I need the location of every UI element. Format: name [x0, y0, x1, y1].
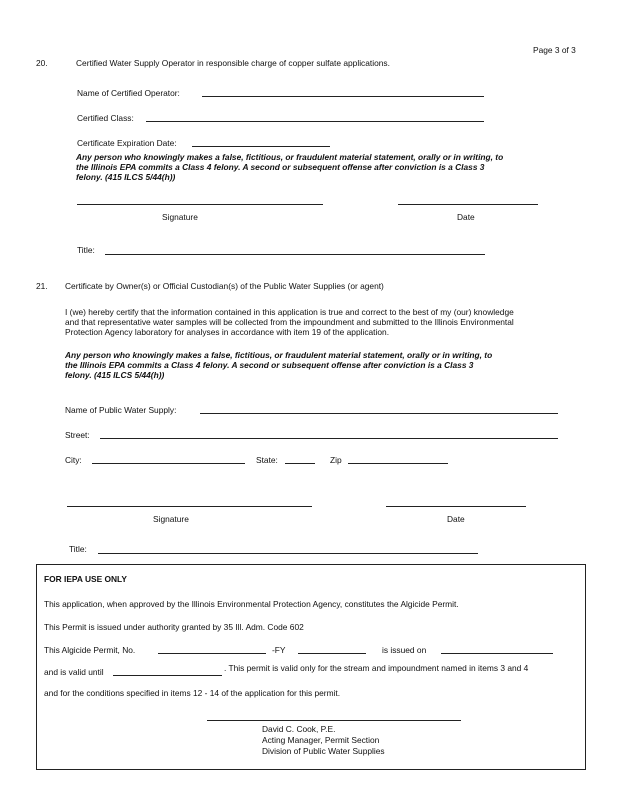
item-21-cert-line-2: and that representative water samples will be collected from the impoundment and submitted to the Illinois Environmental [65, 317, 514, 327]
item-20-heading: Certified Water Supply Operator in responsible charge of copper sulfate applications. [76, 58, 390, 68]
item-21-cert-line-1: I (we) hereby certify that the information contained in this application is true and correct to the best of my (our) knowledge [65, 307, 514, 317]
state-label: State: [256, 455, 278, 465]
operator-signature-field[interactable] [77, 204, 323, 205]
owner-title-field[interactable] [98, 553, 478, 554]
operator-title-label: Title: [77, 245, 95, 255]
pws-name-field[interactable] [200, 413, 558, 414]
operator-title-field[interactable] [105, 254, 485, 255]
conditions-text: and for the conditions specified in items 12 - 14 of the application for this permit. [44, 688, 341, 698]
item-21-warning-line-2: the Illinois EPA commits a Class 4 felony. A second or subsequent offense after conviction is a Class 3 [65, 360, 474, 370]
operator-date-field[interactable] [398, 204, 538, 205]
owner-signature-field[interactable] [67, 506, 312, 507]
item-21-warning-line-3: felony. (415 ILCS 5/44(h)) [65, 370, 165, 380]
operator-date-label: Date [457, 212, 475, 222]
fy-label: -FY [272, 645, 286, 655]
permit-number-field[interactable] [158, 653, 266, 654]
owner-signature-label: Signature [153, 514, 189, 524]
expiration-date-field[interactable] [192, 146, 330, 147]
state-field[interactable] [285, 463, 315, 464]
item-21-warning-line-1: Any person who knowingly makes a false, fictitious, or fraudulent material statement, orally or in writing, to [65, 350, 493, 360]
iepa-approval-text: This application, when approved by the Illinois Environmental Protection Agency, constitutes the Algicide Permit. [44, 599, 459, 609]
street-field[interactable] [100, 438, 558, 439]
certified-class-field[interactable] [146, 121, 484, 122]
permit-number-label: This Algicide Permit, No. [44, 645, 136, 655]
valid-until-label: and is valid until [44, 667, 104, 677]
item-20-number: 20. [36, 58, 48, 68]
owner-title-label: Title: [69, 544, 87, 554]
item-20-warning-line-1: Any person who knowingly makes a false, fictitious, or fraudulent material statement, orally or in writing, to [76, 152, 504, 162]
zip-label: Zip [330, 455, 342, 465]
iepa-authority-text: This Permit is issued under authority granted by 35 Ill. Adm. Code 602 [44, 622, 304, 632]
operator-name-field[interactable] [202, 96, 484, 97]
operator-name-label: Name of Certified Operator: [77, 88, 180, 98]
city-field[interactable] [92, 463, 245, 464]
iepa-heading: FOR IEPA USE ONLY [44, 574, 127, 584]
fy-field[interactable] [298, 653, 366, 654]
city-label: City: [65, 455, 82, 465]
zip-field[interactable] [348, 463, 448, 464]
item-20-warning-line-2: the Illinois EPA commits a Class 4 felony. A second or subsequent offense after conviction is a Class 3 [76, 162, 485, 172]
item-21-cert-line-3: Protection Agency laboratory for analyses in accordance with item 19 of the application. [65, 327, 390, 337]
page-number: Page 3 of 3 [533, 45, 576, 55]
valid-scope-text: . This permit is valid only for the stream and impoundment named in items 3 and 4 [224, 663, 529, 673]
issued-on-label: is issued on [382, 645, 427, 655]
certified-class-label: Certified Class: [77, 113, 134, 123]
owner-date-field[interactable] [386, 506, 526, 507]
signer-name: David C. Cook, P.E. [262, 724, 336, 734]
issued-on-field[interactable] [441, 653, 553, 654]
valid-until-field[interactable] [113, 675, 222, 676]
approver-signature-field[interactable] [207, 720, 461, 721]
operator-signature-label: Signature [162, 212, 198, 222]
pws-name-label: Name of Public Water Supply: [65, 405, 177, 415]
item-21-number: 21. [36, 281, 48, 291]
signer-title: Acting Manager, Permit Section [262, 735, 380, 745]
expiration-date-label: Certificate Expiration Date: [77, 138, 177, 148]
item-20-warning-line-3: felony. (415 ILCS 5/44(h)) [76, 172, 176, 182]
street-label: Street: [65, 430, 90, 440]
owner-date-label: Date [447, 514, 465, 524]
signer-division: Division of Public Water Supplies [262, 746, 385, 756]
item-21-heading: Certificate by Owner(s) or Official Custodian(s) of the Public Water Supplies (or agent) [65, 281, 384, 291]
